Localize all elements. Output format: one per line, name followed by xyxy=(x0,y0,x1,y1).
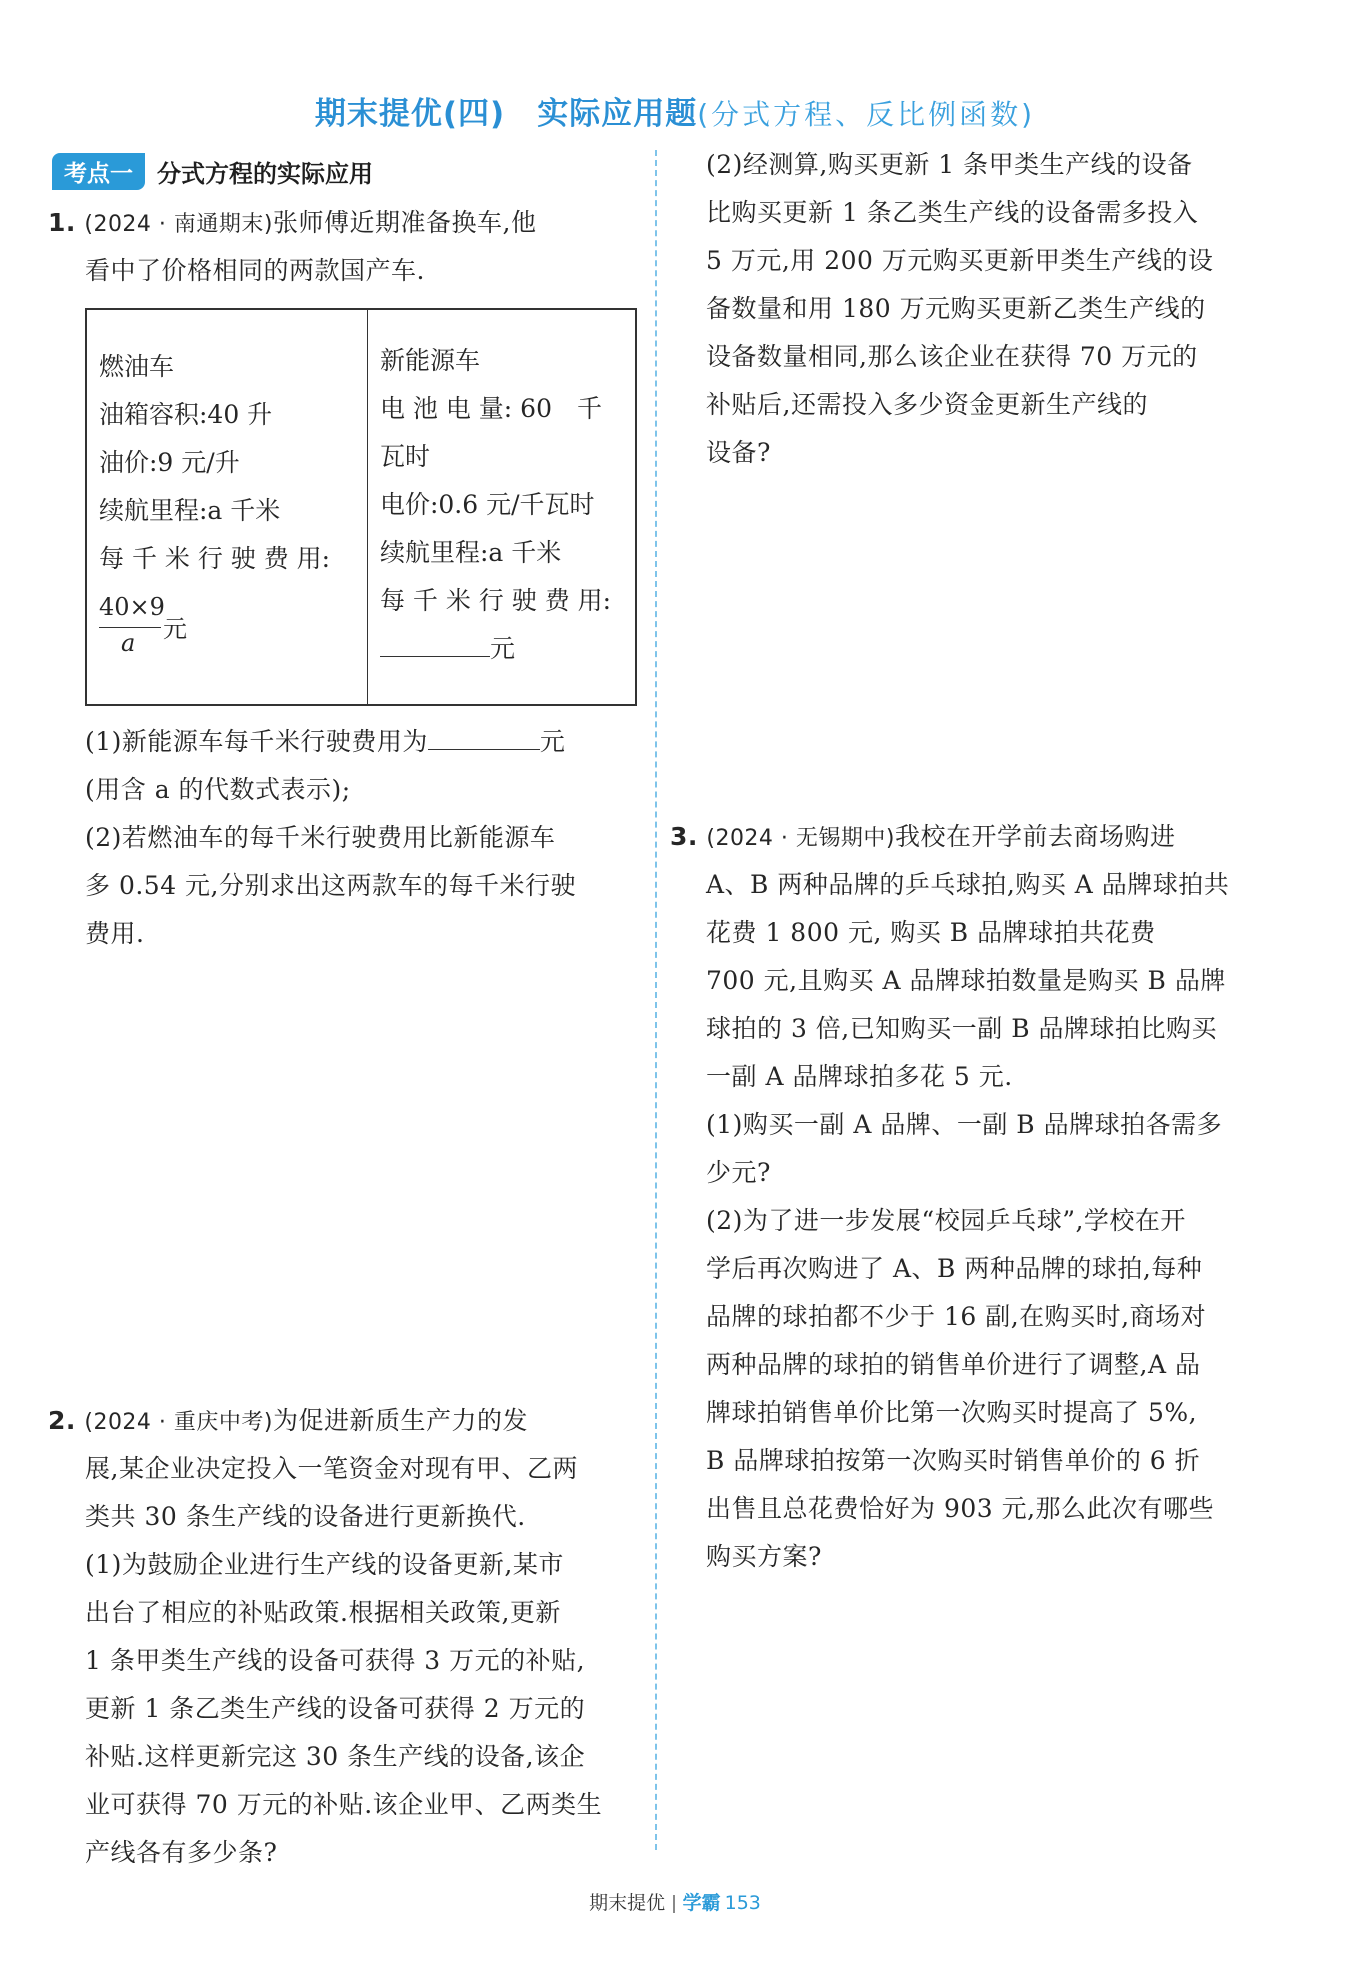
q3-part2-line: 牌球拍销售单价比第一次购买时提高了 5%, xyxy=(706,1398,1198,1427)
q2-part2-line: 补贴后,还需投入多少资金更新生产线的 xyxy=(706,390,1148,419)
q3-stem-line: A、B 两种品牌的乒乓球拍,购买 A 品牌球拍共 xyxy=(706,870,1230,899)
fuel-price: 油价:9 元/升 xyxy=(99,448,240,477)
footer-brand: 学霸 xyxy=(682,1892,721,1914)
q2-number: 2. xyxy=(48,1406,76,1435)
q2-stem-line: 展,某企业决定投入一笔资金对现有甲、乙两 xyxy=(85,1454,578,1483)
q3-part2-line: 出售且总花费恰好为 903 元,那么此次有哪些 xyxy=(706,1494,1215,1523)
ev-price: 电价:0.6 元/千瓦时 xyxy=(379,490,595,519)
answer-blank[interactable] xyxy=(380,630,490,657)
q2-part1-line: 补贴.这样更新完这 30 条生产线的设备,该企 xyxy=(85,1742,586,1771)
fraction-bar xyxy=(99,627,161,628)
fuel-range: 续航里程:a 千米 xyxy=(99,496,281,525)
q3-part2-line: 品牌的球拍都不少于 16 副,在购买时,商场对 xyxy=(706,1302,1207,1331)
table-cell-ev-car xyxy=(368,310,635,704)
q3-number: 3. xyxy=(670,822,698,851)
q3-part1-line: 少元? xyxy=(706,1158,771,1187)
q1-part1-text: (1)新能源车每千米行驶费用为 xyxy=(85,727,428,756)
q3-stem-line xyxy=(670,813,1176,863)
q3-stem-text: 我校在开学前去商场购进 xyxy=(895,822,1176,851)
column-divider xyxy=(655,150,657,1850)
q2-part2-line: 比购买更新 1 条乙类生产线的设备需多投入 xyxy=(706,198,1199,227)
page-footer xyxy=(0,1888,1350,1915)
ev-battery-unit: 瓦时 xyxy=(379,442,430,471)
fuel-car-heading: 燃油车 xyxy=(99,352,175,381)
q3-part2-line: 学后再次购进了 A、B 两种品牌的球拍,每种 xyxy=(706,1254,1203,1283)
section-heading xyxy=(52,153,373,190)
q2-part1-line: 业可获得 70 万元的补贴.该企业甲、乙两类生 xyxy=(85,1790,603,1819)
q3-part1-line: (1)购买一副 A 品牌、一副 B 品牌球拍各需多 xyxy=(706,1110,1223,1139)
fraction-unit: 元 xyxy=(163,615,187,643)
q2-stem-line xyxy=(48,1397,528,1447)
q3-stem-line: 700 元,且购买 A 品牌球拍数量是购买 B 品牌 xyxy=(706,966,1226,995)
q2-part1-line: 更新 1 条乙类生产线的设备可获得 2 万元的 xyxy=(85,1694,586,1723)
fuel-cost-label: 每 千 米 行 驶 费 用: xyxy=(99,544,331,573)
q2-part2-line: 设备数量相同,那么该企业在获得 70 万元的 xyxy=(706,342,1198,371)
table-cell-fuel-car xyxy=(87,310,368,704)
q2-part2-line: (2)经测算,购买更新 1 条甲类生产线的设备 xyxy=(706,150,1193,179)
q1-number: 1. xyxy=(48,208,76,237)
footer-label: 期末提优 xyxy=(589,1892,666,1914)
q3-part2-line: B 品牌球拍按第一次购买时销售单价的 6 折 xyxy=(706,1446,1201,1475)
page-title xyxy=(0,88,1350,133)
q2-part1-line: (1)为鼓励企业进行生产线的设备更新,某市 xyxy=(85,1550,564,1579)
q2-part2-line: 5 万元,用 200 万元购买更新甲类生产线的设 xyxy=(706,246,1214,275)
q1-stem-line: 看中了价格相同的两款国产车. xyxy=(85,256,425,285)
title-subtitle: (分式方程、反比例函数) xyxy=(697,98,1036,131)
q1-part1-note: (用含 a 的代数式表示); xyxy=(85,775,351,804)
section-title: 分式方程的实际应用 xyxy=(157,160,373,188)
ev-cost-unit: 元 xyxy=(489,634,515,663)
q2-part2-line: 设备? xyxy=(706,438,771,467)
ev-battery: 电 池 电 量: 60 千 xyxy=(379,394,602,423)
q2-part2-line: 备数量和用 180 万元购买更新乙类生产线的 xyxy=(706,294,1206,323)
page-number: 153 xyxy=(724,1892,761,1914)
q3-part2-line: 两种品牌的球拍的销售单价进行了调整,A 品 xyxy=(706,1350,1201,1379)
footer-separator xyxy=(673,1895,675,1913)
q1-part1-line xyxy=(85,718,565,766)
q2-source: (2024 · 重庆中考) xyxy=(84,1410,273,1435)
ev-cost-label: 每 千 米 行 驶 费 用: xyxy=(379,586,612,615)
q2-part1-line: 产线各有多少条? xyxy=(85,1838,278,1867)
q3-stem-line: 花费 1 800 元, 购买 B 品牌球拍共花费 xyxy=(706,918,1156,947)
q1-part1-unit: 元 xyxy=(539,727,566,756)
q1-part2-line: 费用. xyxy=(85,919,145,948)
answer-blank[interactable] xyxy=(428,723,540,750)
fuel-tank-capacity: 油箱容积:40 升 xyxy=(99,400,273,429)
ev-cost-blank-line xyxy=(380,625,515,673)
section-badge: 考点一 xyxy=(52,153,145,190)
q1-source: (2024 · 南通期末) xyxy=(84,212,273,237)
q2-stem-text: 为促进新质生产力的发 xyxy=(273,1406,529,1435)
q1-part2-line: (2)若燃油车的每千米行驶费用比新能源车 xyxy=(85,823,556,852)
q3-stem-line: 一副 A 品牌球拍多花 5 元. xyxy=(706,1062,1013,1091)
q1-stem-text: 张师傅近期准备换车,他 xyxy=(273,208,537,237)
q2-part1-line: 出台了相应的补贴政策.根据相关政策,更新 xyxy=(85,1598,561,1627)
ev-heading: 新能源车 xyxy=(379,346,480,375)
q3-source: (2024 · 无锡期中) xyxy=(706,826,895,851)
q2-part1-line: 1 条甲类生产线的设备可获得 3 万元的补贴, xyxy=(85,1646,586,1675)
q3-stem-line: 球拍的 3 倍,已知购买一副 B 品牌球拍比购买 xyxy=(706,1014,1218,1043)
fraction-numerator: 40×9 xyxy=(99,593,165,621)
q3-part2-line: (2)为了进一步发展“校园乒乓球”,学校在开 xyxy=(706,1206,1186,1235)
q1-stem-line xyxy=(48,199,536,249)
q3-part2-line: 购买方案? xyxy=(706,1542,822,1571)
ev-range: 续航里程:a 千米 xyxy=(379,538,562,567)
q2-stem-line: 类共 30 条生产线的设备进行更新换代. xyxy=(85,1502,526,1531)
q1-part2-line: 多 0.54 元,分别求出这两款车的每千米行驶 xyxy=(85,871,577,900)
title-main: 期末提优(四) 实际应用题 xyxy=(314,96,698,132)
fraction-denominator: a xyxy=(121,629,136,657)
q1-comparison-table xyxy=(85,308,637,706)
